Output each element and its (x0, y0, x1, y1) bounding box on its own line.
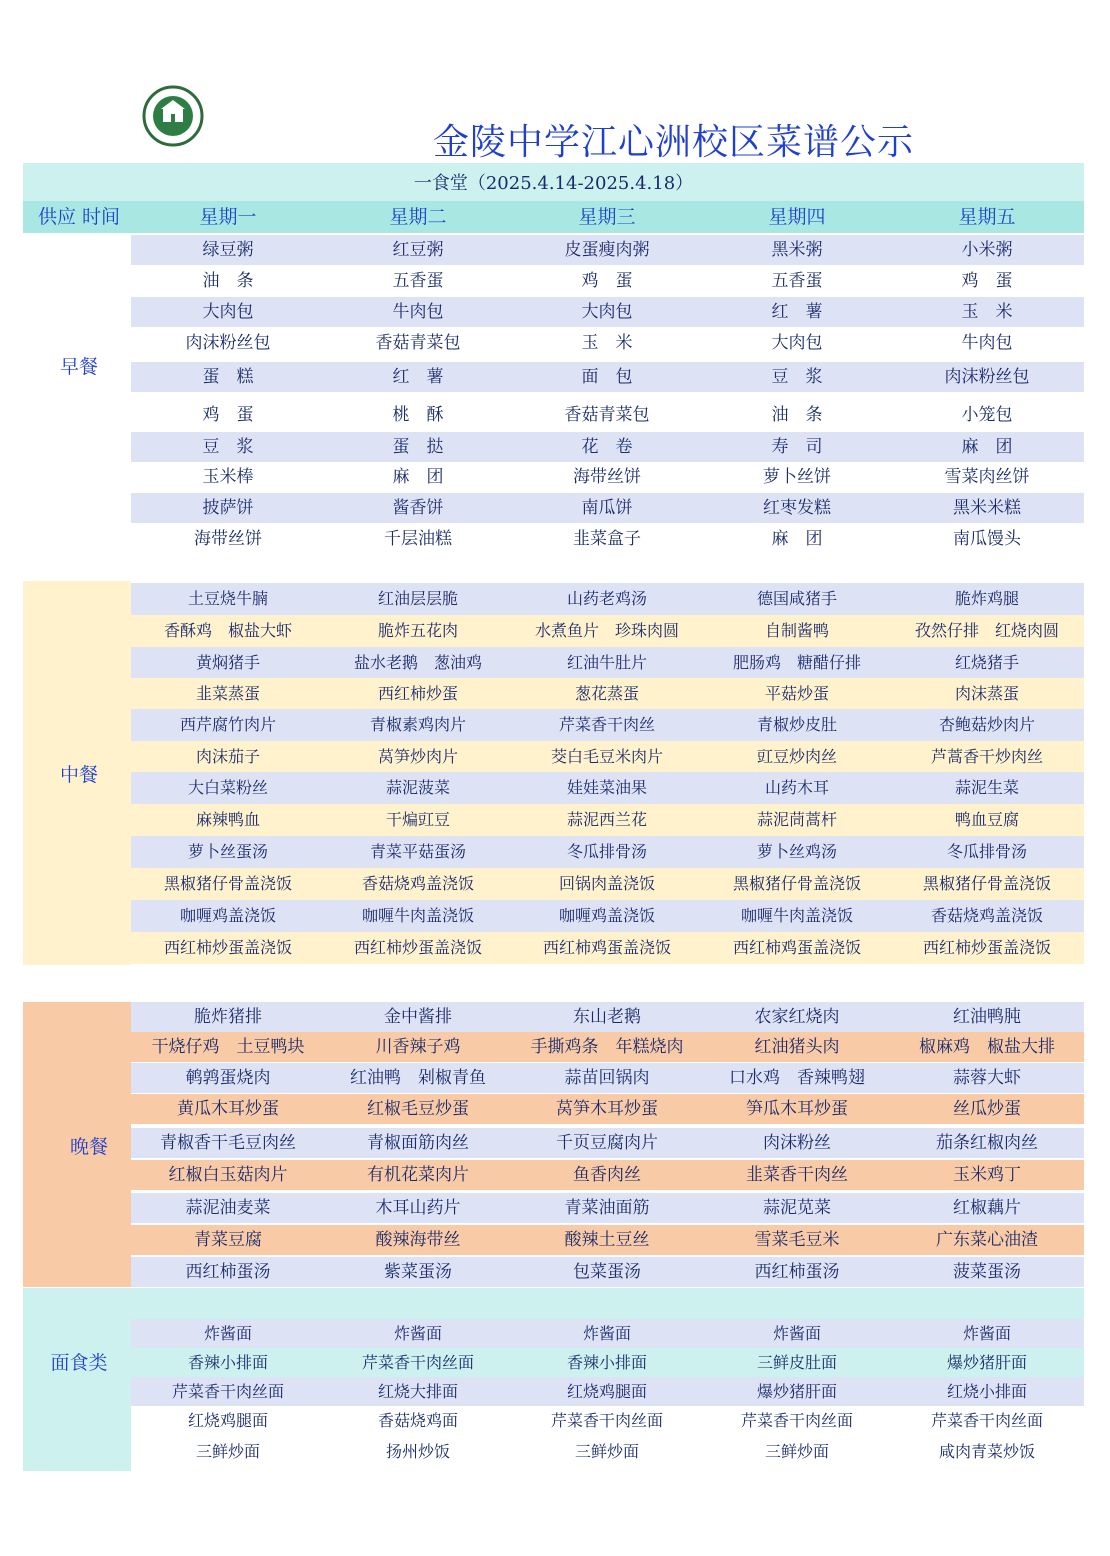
header-day: 星期一 (199, 206, 257, 228)
menu-cell: 玉米棒 (202, 467, 254, 487)
table-row (131, 741, 1084, 773)
menu-cell: 韭菜香干肉丝 (746, 1165, 848, 1185)
menu-cell: 黑米米糕 (953, 498, 1021, 518)
menu-cell: 蒜泥苋菜 (763, 1198, 831, 1218)
menu-cell: 脆炸鸡腿 (954, 589, 1019, 608)
menu-cell: 黄焖猪手 (195, 653, 260, 672)
menu-cell: 西红柿鸡蛋盖浇饭 (732, 938, 861, 957)
menu-cell: 西红柿蛋汤 (754, 1262, 840, 1282)
table-row (131, 1160, 1084, 1190)
menu-cell: 青椒素鸡肉片 (369, 715, 466, 734)
menu-cell: 肉沫粉丝 (763, 1133, 831, 1153)
menu-cell: 千层油糕 (384, 529, 452, 549)
table-row (131, 462, 1084, 492)
table-row (131, 1002, 1084, 1032)
menu-cell: 芦蒿香干炒肉丝 (930, 747, 1043, 766)
table-row (131, 900, 1084, 932)
table-row (131, 1437, 1084, 1466)
page-title: 金陵中学江心洲校区菜谱公示 (433, 122, 915, 163)
menu-cell: 干煸豇豆 (385, 810, 450, 829)
menu-cell: 麻 团 (392, 467, 444, 487)
menu-cell: 千页豆腐肉片 (556, 1133, 658, 1153)
menu-cell: 口水鸡 香辣鸭翅 (729, 1068, 865, 1088)
menu-cell: 小米粥 (961, 240, 1013, 260)
menu-cell: 椒麻鸡 椒盐大排 (919, 1037, 1055, 1057)
table-row (131, 932, 1084, 964)
table-row (131, 362, 1084, 392)
menu-cell: 炸酱面 (962, 1324, 1011, 1343)
header-day: 星期三 (578, 206, 636, 228)
menu-cell: 酸辣海带丝 (375, 1230, 461, 1250)
menu-cell: 萝卜丝饼 (763, 467, 831, 487)
menu-cell: 酸辣土豆丝 (564, 1230, 650, 1250)
header-time: 供应 时间 (37, 206, 121, 228)
menu-cell: 咖喱牛肉盖浇饭 (740, 906, 853, 925)
menu-cell: 冬瓜排骨汤 (566, 842, 647, 861)
menu-cell: 面 包 (581, 367, 633, 387)
table-header (23, 201, 1084, 233)
menu-cell: 手撕鸡条 年糕烧肉 (530, 1037, 684, 1057)
menu-cell: 西芹腐竹肉片 (179, 715, 276, 734)
menu-cell: 黄瓜木耳炒蛋 (177, 1099, 279, 1119)
table-row (131, 678, 1084, 710)
menu-cell: 大肉包 (581, 302, 633, 322)
menu-cell: 西红柿炒蛋 (377, 684, 458, 703)
menu-cell: 大肉包 (202, 302, 254, 322)
menu-cell: 东山老鹅 (573, 1007, 641, 1027)
menu-cell: 笋瓜木耳炒蛋 (746, 1099, 848, 1119)
menu-cell: 有机花菜肉片 (367, 1165, 469, 1185)
menu-cell: 水煮鱼片 珍珠肉圆 (534, 621, 679, 640)
menu-cell: 小笼包 (961, 405, 1013, 425)
menu-cell: 芹菜香干肉丝 (558, 715, 655, 734)
menu-cell: 油 条 (771, 405, 823, 425)
table-row (131, 328, 1084, 358)
menu-cell: 肥肠鸡 糖醋仔排 (732, 653, 861, 672)
menu-cell: 蒜泥油麦菜 (185, 1198, 271, 1218)
menu-cell: 红油鸭肫 (953, 1007, 1021, 1027)
menu-cell: 鸡 蛋 (202, 405, 254, 425)
table-row (131, 1348, 1084, 1377)
menu-cell: 杏鲍菇炒肉片 (938, 715, 1035, 734)
menu-cell: 脆炸五花肉 (377, 621, 458, 640)
menu-cell: 鹌鹑蛋烧肉 (185, 1068, 271, 1088)
menu-cell: 炸酱面 (393, 1324, 442, 1343)
menu-cell: 豆 浆 (771, 367, 823, 387)
menu-cell: 鸡 蛋 (581, 271, 633, 291)
menu-cell: 肉沫粉丝包 (185, 333, 271, 353)
menu-cell: 大白菜粉丝 (187, 778, 268, 797)
table-row (131, 400, 1084, 430)
menu-cell: 豆 浆 (202, 437, 254, 457)
menu-cell: 蒜泥生菜 (954, 778, 1019, 797)
menu-cell: 玉米鸡丁 (953, 1165, 1021, 1185)
menu-cell: 红油猪头肉 (754, 1037, 840, 1057)
menu-cell: 玉 米 (961, 302, 1013, 322)
menu-cell: 黑椒猪仔骨盖浇饭 (922, 874, 1051, 893)
menu-cell: 三鲜炒面 (195, 1442, 260, 1461)
section-band (23, 1288, 1084, 1319)
menu-cell: 川香辣子鸡 (375, 1037, 461, 1057)
menu-cell: 蛋 糕 (202, 367, 254, 387)
menu-cell: 红油层层脆 (377, 589, 458, 608)
menu-cell: 莴笋木耳炒蛋 (556, 1099, 658, 1119)
menu-cell: 芹菜香干肉丝面 (740, 1411, 853, 1430)
menu-cell: 青菜豆腐 (194, 1230, 262, 1250)
menu-cell: 盐水老鹅 葱油鸡 (353, 653, 482, 672)
menu-cell: 香菇烧鸡盖浇饭 (930, 906, 1043, 925)
table-row (131, 709, 1084, 741)
menu-cell: 广东菜心油渣 (936, 1230, 1038, 1250)
menu-cell: 五香蛋 (771, 271, 823, 291)
menu-cell: 海带丝饼 (573, 467, 641, 487)
menu-cell: 香酥鸡 椒盐大虾 (163, 621, 292, 640)
menu-cell: 黑椒猪仔骨盖浇饭 (732, 874, 861, 893)
menu-cell: 香菇烧鸡盖浇饭 (361, 874, 474, 893)
menu-cell: 鸡 蛋 (961, 271, 1013, 291)
menu-cell: 蒜泥西兰花 (566, 810, 647, 829)
menu-cell: 皮蛋瘦肉粥 (564, 240, 650, 260)
meal-label: 早餐 (59, 356, 98, 378)
menu-cell: 麻 团 (771, 529, 823, 549)
table-row (131, 615, 1084, 647)
menu-cell: 红 薯 (771, 302, 823, 322)
menu-cell: 炸酱面 (203, 1324, 252, 1343)
menu-cell: 南瓜馒头 (953, 529, 1021, 549)
menu-cell: 山药木耳 (764, 778, 829, 797)
menu-cell: 酱香饼 (392, 498, 444, 518)
menu-cell: 香辣小排面 (566, 1353, 647, 1372)
menu-cell: 香菇青菜包 (375, 333, 461, 353)
menu-cell: 绿豆粥 (202, 240, 254, 260)
menu-cell: 寿 司 (771, 437, 823, 457)
menu-cell: 三鲜炒面 (574, 1442, 639, 1461)
menu-cell: 芹菜香干肉丝面 (361, 1353, 474, 1372)
menu-cell: 红豆粥 (392, 240, 444, 260)
menu-cell: 青菜平菇蛋汤 (369, 842, 466, 861)
menu-cell: 麻 团 (961, 437, 1013, 457)
menu-cell: 牛肉包 (961, 333, 1013, 353)
menu-cell: 肉沫粉丝包 (944, 367, 1030, 387)
menu-cell: 爆炒猪肝面 (946, 1353, 1027, 1372)
menu-cell: 蛋 挞 (392, 437, 444, 457)
menu-cell: 青菜油面筋 (564, 1198, 650, 1218)
menu-cell: 土豆烧牛腩 (187, 589, 268, 608)
menu-cell: 豇豆炒肉丝 (756, 747, 837, 766)
table-row (131, 1128, 1084, 1158)
menu-cell: 咸肉青菜炒饭 (938, 1442, 1035, 1461)
menu-cell: 蒜泥菠菜 (385, 778, 450, 797)
table-row (131, 1406, 1084, 1435)
menu-cell: 干烧仔鸡 土豆鸭块 (151, 1037, 305, 1057)
menu-cell: 蒜泥茼蒿杆 (756, 810, 837, 829)
menu-cell: 桃 酥 (392, 405, 444, 425)
menu-cell: 茭白毛豆米肉片 (550, 747, 663, 766)
menu-cell: 爆炒猪肝面 (756, 1382, 837, 1401)
menu-cell: 大肉包 (771, 333, 823, 353)
menu-cell: 莴笋炒肉片 (377, 747, 458, 766)
meal-side-panel (23, 235, 131, 555)
table-row (131, 432, 1084, 462)
menu-cell: 金中酱排 (384, 1007, 452, 1027)
menu-cell: 青椒香干毛豆肉丝 (160, 1133, 296, 1153)
menu-cell: 红椒白玉菇肉片 (168, 1165, 288, 1185)
menu-cell: 红烧小排面 (946, 1382, 1027, 1401)
menu-cell: 南瓜饼 (581, 498, 633, 518)
menu-cell: 鸭血豆腐 (954, 810, 1019, 829)
menu-cell: 萝卜丝蛋汤 (187, 842, 268, 861)
menu-cell: 农家红烧肉 (754, 1007, 840, 1027)
table-row (131, 235, 1084, 265)
school-logo (131, 84, 215, 148)
meal-label: 中餐 (59, 764, 98, 786)
header-day: 星期二 (389, 206, 447, 228)
menu-cell: 红枣发糕 (763, 498, 831, 518)
menu-cell: 葱花蒸蛋 (574, 684, 639, 703)
menu-cell: 菠菜蛋汤 (953, 1262, 1021, 1282)
menu-cell: 蒜苗回锅肉 (564, 1068, 650, 1088)
table-row (131, 804, 1084, 836)
menu-cell: 海带丝饼 (194, 529, 262, 549)
menu-cell: 山药老鸡汤 (566, 589, 647, 608)
menu-cell: 自制酱鸭 (764, 621, 829, 640)
menu-cell: 三鲜皮肚面 (756, 1353, 837, 1372)
menu-cell: 包菜蛋汤 (573, 1262, 641, 1282)
menu-cell: 香菇烧鸡面 (377, 1411, 458, 1430)
menu-cell: 丝瓜炒蛋 (953, 1099, 1021, 1119)
menu-cell: 韭菜盒子 (573, 529, 641, 549)
menu-cell: 芹菜香干肉丝面 (930, 1411, 1043, 1430)
header-day: 星期五 (958, 206, 1016, 228)
table-row (131, 1193, 1084, 1223)
menu-cell: 麻辣鸭血 (195, 810, 260, 829)
menu-cell: 茄条红椒肉丝 (936, 1133, 1038, 1153)
table-row (131, 524, 1084, 554)
menu-cell: 回锅肉盖浇饭 (558, 874, 655, 893)
menu-cell: 紫菜蛋汤 (384, 1262, 452, 1282)
menu-cell: 肉沫茄子 (195, 747, 260, 766)
menu-cell: 三鲜炒面 (764, 1442, 829, 1461)
menu-cell: 雪菜肉丝饼 (944, 467, 1030, 487)
menu-cell: 黑椒猪仔骨盖浇饭 (163, 874, 292, 893)
menu-cell: 油 条 (202, 271, 254, 291)
table-row (131, 1094, 1084, 1124)
menu-cell: 西红柿鸡蛋盖浇饭 (542, 938, 671, 957)
menu-cell: 牛肉包 (392, 302, 444, 322)
menu-cell: 香菇青菜包 (564, 405, 650, 425)
table-row (131, 583, 1084, 615)
table-row (131, 647, 1084, 679)
table-row (131, 1032, 1084, 1062)
menu-cell: 青椒炒皮肚 (756, 715, 837, 734)
menu-cell: 黑米粥 (771, 240, 823, 260)
menu-cell: 西红柿炒蛋盖浇饭 (353, 938, 482, 957)
menu-cell: 红烧鸡腿面 (187, 1411, 268, 1430)
menu-cell: 芹菜香干肉丝面 (171, 1382, 284, 1401)
menu-cell: 香辣小排面 (187, 1353, 268, 1372)
header-day: 星期四 (768, 206, 826, 228)
meal-label: 晚餐 (69, 1136, 108, 1158)
canteen-date-banner: 一食堂（2025.4.14-2025.4.18） (23, 163, 1084, 201)
menu-cell: 木耳山药片 (375, 1198, 461, 1218)
table-row (131, 868, 1084, 900)
meal-label: 面食类 (50, 1352, 108, 1374)
menu-cell: 德国咸猪手 (756, 589, 837, 608)
menu-cell: 西红柿炒蛋盖浇饭 (163, 938, 292, 957)
table-row (131, 772, 1084, 804)
menu-cell: 五香蛋 (392, 271, 444, 291)
menu-cell: 青椒面筋肉丝 (367, 1133, 469, 1153)
table-row (131, 1225, 1084, 1255)
menu-cell: 炸酱面 (772, 1324, 821, 1343)
menu-cell: 冬瓜排骨汤 (946, 842, 1027, 861)
table-row (131, 836, 1084, 868)
menu-cell: 红椒毛豆炒蛋 (367, 1099, 469, 1119)
menu-cell: 咖喱牛肉盖浇饭 (361, 906, 474, 925)
menu-cell: 咖喱鸡盖浇饭 (179, 906, 276, 925)
menu-cell: 咖喱鸡盖浇饭 (558, 906, 655, 925)
menu-cell: 西红柿炒蛋盖浇饭 (922, 938, 1051, 957)
table-row (131, 266, 1084, 296)
menu-cell: 红烧大排面 (377, 1382, 458, 1401)
menu-cell: 红烧猪手 (954, 653, 1019, 672)
menu-cell: 红椒藕片 (953, 1198, 1021, 1218)
menu-cell: 花 卷 (581, 437, 633, 457)
menu-cell: 玉 米 (581, 333, 633, 353)
menu-cell: 红烧鸡腿面 (566, 1382, 647, 1401)
table-row (131, 297, 1084, 327)
table-row (131, 1257, 1084, 1287)
menu-cell: 肉沫蒸蛋 (954, 684, 1019, 703)
menu-cell: 雪菜毛豆米 (754, 1230, 840, 1250)
menu-cell: 孜然仔排 红烧肉圆 (914, 621, 1059, 640)
menu-cell: 萝卜丝鸡汤 (756, 842, 837, 861)
menu-cell: 蒜蓉大虾 (953, 1068, 1021, 1088)
menu-cell: 平菇炒蛋 (764, 684, 829, 703)
table-row (131, 493, 1084, 523)
menu-cell: 红油鸭 剁椒青鱼 (350, 1068, 486, 1088)
table-row (131, 1063, 1084, 1093)
menu-cell: 红油牛肚片 (566, 653, 647, 672)
menu-cell: 西红柿蛋汤 (185, 1262, 271, 1282)
menu-cell: 扬州炒饭 (385, 1442, 450, 1461)
menu-cell: 娃娃菜油果 (566, 778, 647, 797)
menu-cell: 炸酱面 (582, 1324, 631, 1343)
table-row (131, 1319, 1084, 1348)
menu-cell: 披萨饼 (202, 498, 254, 518)
menu-cell: 红 薯 (392, 367, 444, 387)
menu-cell: 鱼香肉丝 (573, 1165, 641, 1185)
menu-cell: 脆炸猪排 (194, 1007, 262, 1027)
menu-cell: 韭菜蒸蛋 (195, 684, 260, 703)
menu-cell: 芹菜香干肉丝面 (550, 1411, 663, 1430)
table-row (131, 1377, 1084, 1406)
